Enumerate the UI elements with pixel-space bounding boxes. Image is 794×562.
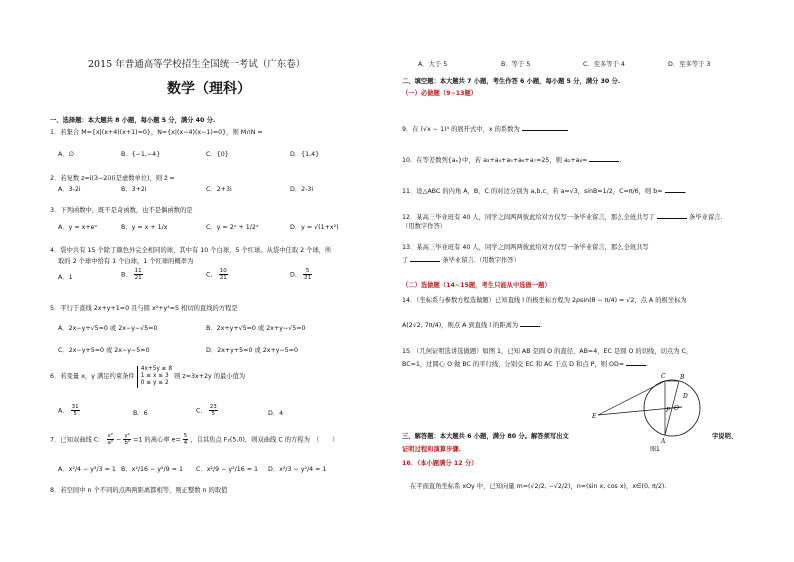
q11-text: 11．设△ABC 的内角 A，B，C 的对边分别为 a,b,c，若 a=√3，sinB=1/2，C=π/6，则 b= <box>402 188 663 195</box>
q6-frac-a-den: 5 <box>73 411 77 417</box>
q1-option-c: C．{0} <box>206 151 229 158</box>
section-1-heading: 一、选择题：本大题共 8 小题，每小题 5 分，满分 40 分. <box>50 117 216 124</box>
q6-frac-c-den: 5 <box>211 411 215 417</box>
question-6 <box>50 366 245 388</box>
figure-1-label: 图1 <box>650 446 660 453</box>
q2-option-b: B．3+2i <box>121 186 147 193</box>
question-13: 13．某高三毕业班有 40 人，同学之间两两彼此给对方仅写一条毕业留言，那么全班共写 <box>402 244 649 251</box>
q7-option-c: C．x²/9 − y²/16 = 1 <box>196 466 259 473</box>
q4-frac-d-num: 5 <box>303 268 312 275</box>
point-o-label: O <box>674 405 679 412</box>
question-9 <box>402 124 568 134</box>
q8-option-b: B．等于 5 <box>501 61 531 68</box>
section-3-heading-line2: 证明过程和演算步骤. <box>402 446 462 453</box>
question-4-line2: 取的 2 个球中恰有 1 个白球，1 个红球的概率为 <box>58 258 194 265</box>
q7-option-a: A．x²/4 − y²/3 = 1 <box>58 466 116 473</box>
q4-option-c <box>206 268 228 281</box>
q6-option-c <box>196 404 218 417</box>
section-3-heading-cont: 字说明、 <box>712 433 738 440</box>
q7-hyperbola-x-term: $\frac{\text{x²}}{\text{a²}}$ <box>107 433 114 446</box>
question-8: 8．若空间中 n 个不同的点两两距离都相等，则正整数 n 的取值 <box>50 487 228 494</box>
q6-constraint-system <box>137 366 172 388</box>
q12-text-tail: 条毕业留言. <box>689 214 723 221</box>
q14-text-2: A(2√2, 7π/4)，则点 A 到直线 l 的距离为 <box>402 322 519 329</box>
q7-option-d: D．x²/3 − y²/4 = 1 <box>268 466 327 473</box>
section-2a-heading: （一）必做题（9~13题） <box>402 90 478 97</box>
q4-frac-b-den: 21 <box>134 275 142 281</box>
q1-option-b: B．{−1,−4} <box>121 151 161 158</box>
q4-frac-c-den: 21 <box>219 275 227 281</box>
q3-option-d: D．y = √(1+x²) <box>290 224 339 231</box>
exam-subtitle: 数学（理科） <box>167 81 251 97</box>
q4-frac-b-num: 11 <box>134 268 142 274</box>
q7-part1: 7．已知双曲线 C： <box>50 436 105 444</box>
q6-stem: 6．若变量 x，y 满足约束条件 <box>50 373 135 381</box>
question-13-line2 <box>402 255 520 265</box>
q13-text-tail: 条毕业留言.（用数字作答） <box>442 257 520 264</box>
point-a-label: A <box>661 438 666 445</box>
q7-option-b: B．x²/16 − y²/9 = 1 <box>121 466 183 473</box>
q4-option-b-label: B． <box>121 271 132 279</box>
q13-text-head: 了 <box>402 257 409 264</box>
q6-frac-a-num: 31 <box>71 404 79 410</box>
q7-e-den: 4 <box>183 440 188 446</box>
question-4-line1: 4．袋中共有 15 个除了颜色外完全相同的球，其中有 10 个白球，5 个红球。从袋中任取 2 个球，所 <box>50 247 332 254</box>
question-16-heading: 16．（本小题满分 12 分） <box>402 460 478 467</box>
q2-option-a: A．3-2i <box>58 186 81 193</box>
q5-option-a: A．2x−y+√5=0 或 2x−y−√5=0 <box>58 325 158 332</box>
section-2-heading: 二、填空题：本大题共 7 小题，考生作答 6 小题，每小题 5 分，满分 30 分. <box>402 78 621 85</box>
q4-option-b <box>121 268 143 281</box>
q7-e-num: 5 <box>183 433 188 439</box>
q5-option-c: C．2x−y+5=0 或 2x−y−5=0 <box>58 347 150 354</box>
q7-part2: 的离心率 e= <box>144 436 181 444</box>
q5-option-d: D．2x+y+5=0 或 2x+y−5=0 <box>206 347 299 354</box>
q6-constraint-2: 1 ≤ x ≤ 3 <box>140 373 169 380</box>
q6-option-d: D．4 <box>268 410 284 417</box>
question-14-line2: A(2√2, 7π/4)，则点 A 到直线 l 的距离为 . <box>402 322 543 329</box>
question-1: 1．若集合 M={x|(x+4)(x+1)=0}，N={x|(x−4)(x−1)=0}，则 M∩N = <box>50 129 263 136</box>
q1-option-a: A．∅ <box>58 151 75 158</box>
q8-option-a: A．大于 5 <box>418 61 448 68</box>
q4-frac-d-den: 21 <box>304 275 312 281</box>
q12-text: 12．某高三毕业班有 40 人，同学之间两两彼此给对方仅写一条毕业留言，那么全班共写了 <box>402 214 656 221</box>
question-14: 14．（坐标系与参数方程选做题）已知直线 l 的极坐标方程为 2ρsin(θ − π/4) = √2，点 A 的极坐标为 <box>402 297 687 304</box>
question-16-text: 在平面直角坐标系 xOy 中，已知向量 m=(√2/2, −√2/2)，n=(sin x, cos x)，x∈(0, π/2). <box>410 483 667 490</box>
section-2b-heading: （二）选做题（14~15题，考生只能从中选做一题） <box>402 282 551 289</box>
q12-answer-blank[interactable] <box>657 212 687 219</box>
q6-option-a-label: A． <box>58 407 69 415</box>
q15-text-2: BC=1，过圆心 O 做 BC 的平行线，分别交 EC 和 AC 于点 D 和点 P，则 OD= <box>402 361 625 368</box>
q6-option-c-label: C． <box>196 407 207 415</box>
question-10: 10．在等差数列{aₙ}中，若 a₃+a₄+a₅+a₆+a₇=25，则 a₂+a₈= . <box>402 157 622 164</box>
q6-constraint-3: 0 ≤ y ≤ 2 <box>140 380 169 387</box>
question-5: 5．平行于直线 2x+y+1=0 且与圆 x²+y²=5 相切的直线的方程是 <box>50 305 238 312</box>
q8-option-d: D．至多等于 3 <box>668 61 711 68</box>
point-c-label: C <box>661 373 666 380</box>
q15-answer-blank[interactable] <box>626 359 646 366</box>
question-11: 11．设△ABC 的内角 A，B，C 的对边分别为 a,b,c，若 a=√3，sinB=1/2，C=π/6，则 b= . <box>402 188 687 195</box>
question-15: 15．（几何证明选讲选做题）如图 1，已知 AB 是圆 O 的直径，AB=4，EC 是圆 O 的切线，切点为 C， <box>402 348 693 355</box>
q4-option-a: A．1 <box>58 274 73 281</box>
q6-option-b: B．6 <box>133 410 148 417</box>
question-2: 2．若复数 z=i(3−2i)(i是虚数单位)，则 z̄ = <box>50 175 175 182</box>
q4-option-d-label: D． <box>290 271 302 279</box>
q4-option-c-label: C． <box>206 271 217 279</box>
q3-option-b: B．y = x + 1/x <box>121 224 168 231</box>
q5-option-b: B．2x+y+√5=0 或 2x+y−√5=0 <box>206 325 306 332</box>
question-15-line2: BC=1，过圆心 O 做 BC 的平行线，分别交 EC 和 AC 于点 D 和点 P，则 OD= . <box>402 361 649 368</box>
q3-option-a: A．y = x+eˣ <box>58 224 98 231</box>
q7-hyperbola-y-term: $\frac{\text{y²}}{\text{b²}}$ <box>124 433 131 446</box>
q2-option-d: D．2-3i <box>290 186 314 193</box>
exam-title: 2015 年普通高等学校招生全国统一考试（广东卷） <box>88 59 306 70</box>
q6-tail: 则 z=3x+2y 的最小值为 <box>174 373 246 381</box>
point-e-label: E <box>592 413 597 420</box>
question-7: 7．已知双曲线 C： $\frac{\text{x²}}{\text{a²}}$ − $\frac{\text{y²}}{\text{b²}}$ =1 的离心率 e= $\frac{5}{4}$ ，且其焦点 F₂(5,0)，则双曲线 C 的方程为 （ ） <box>50 433 339 446</box>
q10-text: 10．在等差数列{aₙ}中，若 a₃+a₄+a₅+a₆+a₇=25，则 a₂+a₈= <box>402 157 588 164</box>
q6-frac-c-num: 23 <box>209 404 217 410</box>
q3-option-c: C．y = 2ˣ + 1/2ˣ <box>206 224 259 231</box>
q12-note: （用数字作答） <box>402 223 447 230</box>
q8-option-c: C．至多等于 4 <box>583 61 625 68</box>
q7-part3: ，且其焦点 F₂(5,0)，则双曲线 C 的方程为 （ ） <box>190 436 339 444</box>
q9-text: 9．在 (√x − 1)⁴ 的展开式中，x 的系数为 <box>402 126 520 133</box>
q9-answer-blank[interactable] <box>522 124 568 131</box>
point-p-label: P <box>666 407 671 414</box>
point-d-label: D <box>683 393 688 400</box>
q1-option-d: D．{1,4} <box>290 151 320 158</box>
question-3: 3．下列函数中，既不是奇函数，也不是偶函数的是 <box>50 207 193 214</box>
question-12 <box>402 212 723 222</box>
point-b-label: B <box>680 374 685 381</box>
q4-option-d <box>290 268 312 281</box>
q10-answer-blank[interactable] <box>589 155 619 162</box>
q6-constraint-1: 4x+5y ≥ 8 <box>140 366 173 372</box>
q11-answer-blank[interactable] <box>665 186 685 193</box>
q4-frac-c-num: 10 <box>219 268 227 274</box>
section-3-heading: 三、解答题：本大题共 6 小题，满分 80 分。解答须写出文 <box>402 433 569 440</box>
q2-option-c: C．2+3i <box>206 186 232 193</box>
q6-option-a <box>58 404 80 417</box>
figure-1-circle-diagram <box>590 368 705 453</box>
q13-answer-blank[interactable] <box>410 255 440 262</box>
q14-answer-blank[interactable] <box>520 320 540 327</box>
